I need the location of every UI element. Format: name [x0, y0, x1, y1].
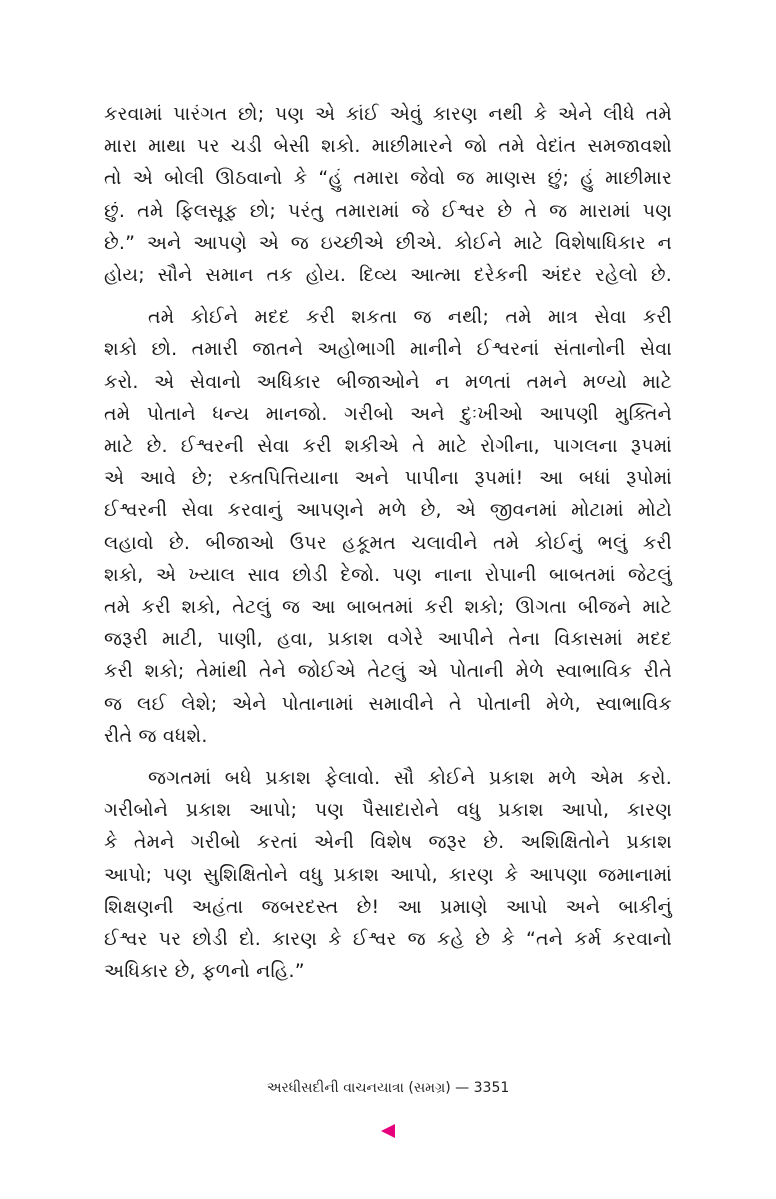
- paragraph-line: કરી શકો; તેમાંથી તેને જોઈએ તેટલું એ પોતાની મેળે સ્વાભાવિક રીતે: [104, 660, 672, 683]
- paragraph-line: શકો છો. તમારી જાતને અહોભાગી માનીને ઈશ્વરનાં સંતાનોની સેવા: [104, 338, 672, 361]
- paragraph-line: ઈશ્વર પર છોડી દો. કારણ કે ઈશ્વર જ કહે છે કે “તને કર્મ કરવાનો: [104, 928, 672, 951]
- paragraph-line: કે તેમને ગરીબો કરતાં એની વિશેષ જરૂર છે. અશિક્ષિતોને પ્રકાશ: [104, 831, 672, 854]
- paragraph-1: [104, 98, 672, 291]
- paragraph-line: છું. તમે ફિલસૂફ છો; પરંતુ તમારામાં જે ઈશ્વર છે તે જ મારામાં પણ: [104, 199, 672, 222]
- paragraph-line: લહાવો છે. બીજાઓ ઉપર હકૂમત ચલાવીને તમે કોઈનું ભલું કરી: [104, 531, 672, 554]
- paragraph-line: જ લઈ લેશે; એને પોતાનામાં સમાવીને તે પોતાની મેળે, સ્વાભાવિક: [104, 692, 672, 715]
- paragraph-line: તમે કોઈને મદદ કરી શકતા જ નથી; તમે માત્ર સેવા કરી: [148, 306, 672, 329]
- paragraph-line: કરો. એ સેવાનો અધિકાર બીજાઓને ન મળતાં તમને મળ્યો માટે: [104, 370, 672, 393]
- paragraph-line: શકો, એ ખ્યાલ સાવ છોડી દેજો. પણ નાના રોપાની બાબતમાં જેટલું: [104, 563, 672, 586]
- paragraph-line: રીતે જ વધશે.: [104, 724, 208, 747]
- paragraph-line: આપો; પણ સુશિક્ષિતોને વધુ પ્રકાશ આપો, કારણ કે આપણા જમાનામાં: [104, 863, 672, 886]
- page-body: [104, 98, 672, 997]
- paragraph-line: છે.” અને આપણે એ જ ઇચ્છીએ છીએ. કોઈને માટે વિશેષાધિકાર ન: [104, 231, 672, 254]
- paragraph-line: ગરીબોને પ્રકાશ આપો; પણ પૈસાદારોને વધુ પ્રકાશ આપો, કારણ: [104, 799, 672, 822]
- paragraph-line: એ આવે છે; રક્તપિત્તિયાના અને પાપીના રૂપમાં! આ બધાં રૂપોમાં: [104, 467, 672, 490]
- page-footer: અરધીસદીની વાચનયાત્રા (સમગ્ર) — 3351: [266, 1080, 510, 1096]
- paragraph-3: [104, 762, 672, 987]
- paragraph-line: માટે છે. ઈશ્વરની સેવા કરી શકીએ તે માટે રોગીના, પાગલના રૂપમાં: [104, 435, 672, 458]
- paragraph-line: હોય; સૌને સમાન તક હોય. દિવ્ય આત્મા દરેકની અંદર રહેલો છે.: [104, 264, 672, 287]
- triangle-left-icon[interactable]: [381, 1124, 395, 1138]
- paragraph-line: જરૂરી માટી, પાણી, હવા, પ્રકાશ વગેરે આપીને તેના વિકાસમાં મદદ: [104, 628, 672, 651]
- paragraph-line: જગતમાં બધે પ્રકાશ ફેલાવો. સૌ કોઈને પ્રકાશ મળે એમ કરો.: [148, 767, 672, 790]
- paragraph-line: કરવામાં પારંગત છો; પણ એ કાંઈ એવું કારણ નથી કે એને લીધે તમે: [104, 103, 672, 125]
- paragraph-2: [104, 301, 672, 752]
- paragraph-line: તો એ બોલી ઊઠવાનો કે “હું તમારા જેવો જ માણસ છું; હું માછીમાર: [104, 167, 672, 190]
- paragraph-line: તમે પોતાને ધન્ય માનજો. ગરીબો અને દુઃખીઓ આપણી મુક્તિને: [104, 402, 672, 425]
- paragraph-line: શિક્ષણની અહંતા જબરદસ્ત છે! આ પ્રમાણે આપો અને બાકીનું: [104, 895, 672, 918]
- paragraph-line: તમે કરી શકો, તેટલું જ આ બાબતમાં કરી શકો; ઊગતા બીજને માટે: [104, 596, 672, 619]
- paragraph-line: ઈશ્વરની સેવા કરવાનું આપણને મળે છે, એ જીવનમાં મોટામાં મોટો: [104, 499, 672, 522]
- paragraph-line: અધિકાર છે, ફળનો નહિ.”: [104, 960, 305, 983]
- paragraph-line: મારા માથા પર ચડી બેસી શકો. માછીમારને જો તમે વેદાંત સમજાવશો: [104, 135, 672, 158]
